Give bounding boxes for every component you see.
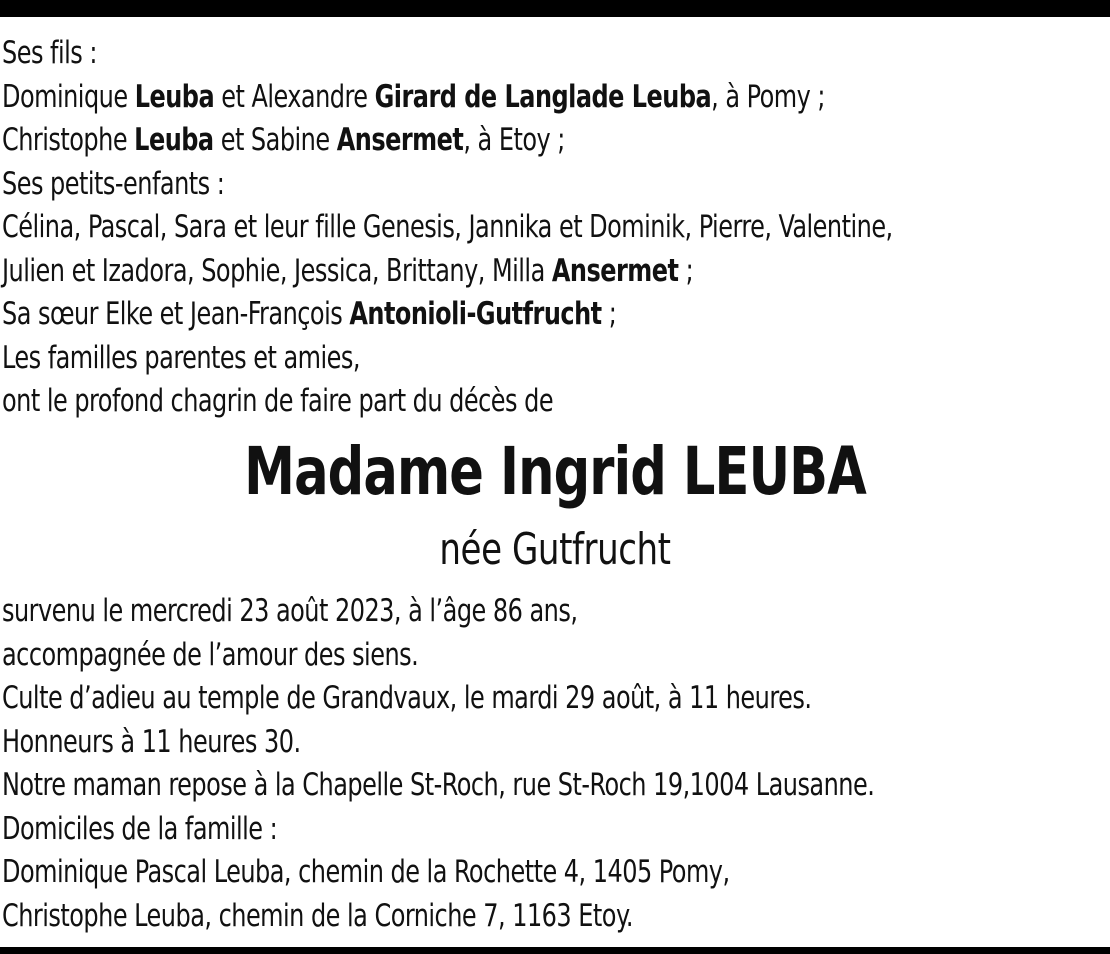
announcement-line: ont le profond chagrin de faire part du décès de [2, 383, 554, 419]
grandchildren-heading: Ses petits-enfants : [2, 165, 225, 202]
family-list [2, 32, 1108, 424]
accompanied-line: accompagnée de l’amour des siens. [2, 636, 419, 673]
domicile-dominique: Dominique Pascal Leuba, chemin de la Rochette 4, 1405 Pomy, [2, 854, 730, 890]
deceased-name: Madame Ingrid LEUBA [244, 433, 866, 510]
funeral-details [2, 590, 1108, 938]
honours-line: Honneurs à 11 heures 30. [2, 723, 301, 760]
sister-last-name: Antonioli-Gutfrucht [349, 296, 602, 332]
grandchildren-names: Julien et Izadora, Sophie, Jessica, Brittany, Milla [2, 252, 552, 289]
maiden-name: née Gutfrucht [439, 524, 671, 575]
sister-names: Sa sœur Elke et Jean-François [2, 296, 350, 332]
date-line: survenu le mercredi 23 août 2023, à l’âge 86 ans, [2, 593, 578, 629]
son1-partner-last-name: Girard de Langlade Leuba [374, 78, 712, 115]
families-line: Les familles parentes et amies, [2, 339, 360, 376]
son1-last-name: Leuba [134, 78, 215, 115]
son-line-dominique [2, 76, 953, 120]
son2-conjunction: et Sabine [213, 122, 337, 158]
grandchildren-line-end: ; [678, 252, 694, 289]
grandchildren-line-1: Célina, Pascal, Sara et leur fille Genesis, Jannika et Dominik, Pierre, Valentine, [2, 209, 893, 245]
bottom-border-rule [0, 947, 1110, 954]
sister-line [2, 293, 953, 337]
rest-line: Notre maman repose à la Chapelle St-Roch, rue St-Roch 19,1004 Lausanne. [2, 767, 875, 803]
sister-line-end: ; [601, 296, 617, 332]
son2-first-name: Christophe [2, 122, 135, 158]
son2-last-name: Leuba [134, 122, 214, 158]
service-line: Culte d’adieu au temple de Grandvaux, le mardi 29 août, à 11 heures. [2, 680, 812, 716]
grandchildren-last-name: Ansermet [551, 252, 679, 289]
domiciles-heading: Domiciles de la famille : [2, 810, 278, 847]
son2-partner-last-name: Ansermet [336, 122, 464, 158]
son1-conjunction: et Alexandre [214, 78, 375, 115]
son-line-christophe [2, 119, 953, 163]
son2-place: , à Etoy ; [463, 122, 565, 158]
domicile-christophe: Christophe Leuba, chemin de la Corniche 7, 1163 Etoy. [2, 897, 633, 934]
top-border-rule [0, 0, 1110, 17]
sons-heading: Ses fils : [2, 35, 97, 71]
son1-place: , à Pomy ; [711, 78, 825, 115]
son1-first-name: Dominique [2, 78, 135, 115]
grandchildren-line-2 [2, 250, 953, 294]
